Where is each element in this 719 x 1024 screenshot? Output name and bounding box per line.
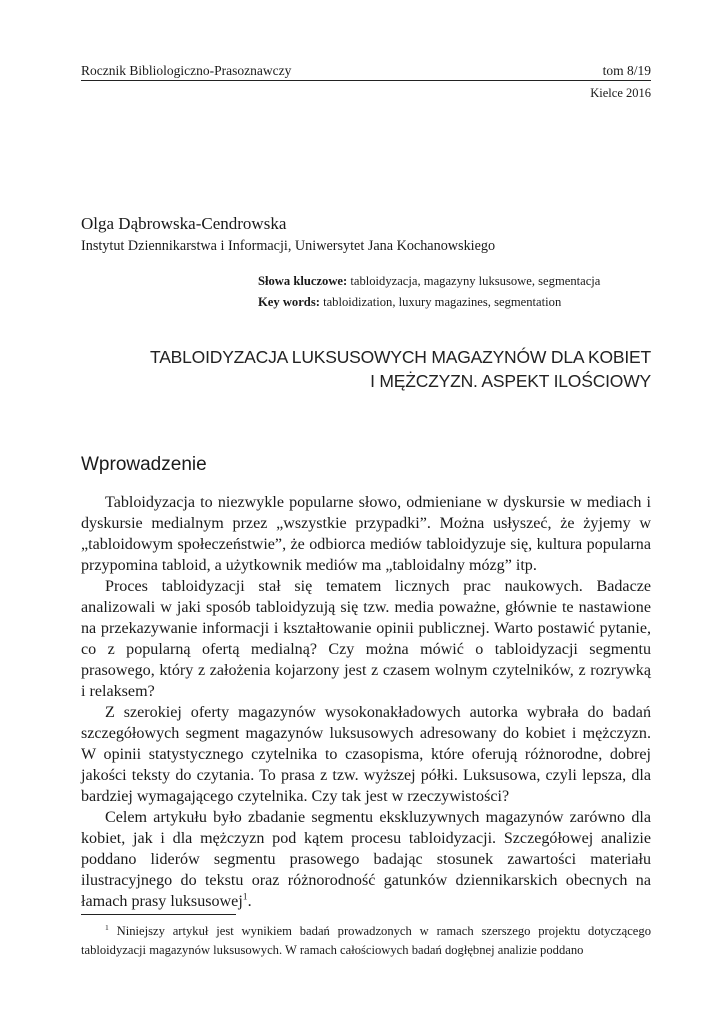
article-body <box>81 492 651 912</box>
article-title-line-1: TABLOIDYZACJA LUKSUSOWYCH MAGAZYNÓW DLA KOBIET <box>150 347 651 367</box>
running-header <box>81 63 651 81</box>
place-year: Kielce 2016 <box>590 86 651 100</box>
keywords-english-label: Key words: <box>258 295 320 309</box>
keywords-english-value: tabloidization, luxury magazines, segmentation <box>319 295 562 309</box>
footnote-text: Niniejszy artykuł jest wynikiem badań prowadzonych w ramach szerszego projektu dotyczącego tabloidyzacji magazynów luksusowych. W ramach całościowych badań dogłębnej analizie poddano <box>81 924 651 957</box>
paragraph-4-text: Celem artykułu było zbadanie segmentu ekskluzywnych magazynów zarówno dla kobiet, jak i dla mężczyzn pod kątem procesu tabloidyzacji. Szczegółowej analizie poddano liderów segmentu prasowego badając stosunek zawartości materiału ilustracyjnego do tekstu oraz różnorodność gatunków dziennikarskich obecnych na łamach prasy luksusowej <box>81 809 651 910</box>
keywords-english <box>258 295 561 310</box>
article-title-line-2: I MĘŻCZYZN. ASPEKT ILOŚCIOWY <box>370 371 651 391</box>
section-heading: Wprowadzenie <box>81 454 207 475</box>
keywords-polish-value: tabloidyzacja, magazyny luksusowe, segmentacja <box>347 274 601 288</box>
footnote-divider <box>81 914 236 915</box>
author-name: Olga Dąbrowska-Cendrowska <box>81 214 287 233</box>
footnote-1 <box>81 922 651 960</box>
paragraph-4: Celem artykułu było zbadanie segmentu ekskluzywnych magazynów zarówno dla kobiet, jak i dla mężczyzn pod kątem procesu tabloidyzacji. Szczegółowej analizie poddano liderów segmentu prasowego badając stosunek zawartości materiału ilustracyjnego do tekstu oraz różnorodność gatunków dziennikarskich obecnych na łamach prasy luksusowej$^1$. <box>81 809 651 910</box>
keywords-polish-label: Słowa kluczowe: <box>258 274 348 288</box>
footnote-number: 1 <box>105 922 109 932</box>
paragraph-3: Z szerokiej oferty magazynów wysokonakładowych autorka wybrała do badań szczegółowych segment magazynów luksusowych adresowany do kobiet i mężczyzn. W opinii statystycznego czytelnika to czasopisma, które oferują różnorodne, dobrej jakości teksty do czytania. To prasa z tzw. wyższej półki. Luksusowa, czyli lepsza, dla bardziej wymagającego czytelnika. Czy tak jest w rzeczywistości? <box>81 704 651 805</box>
journal-title: Rocznik Bibliologiczno-Prasoznawczy <box>81 63 292 78</box>
volume-number: tom 8/19 <box>602 63 651 78</box>
footnote-reference[interactable]: 1 <box>242 891 248 903</box>
keywords-polish <box>258 274 600 289</box>
paragraph-1: Tabloidyzacja to niezwykle popularne słowo, odmieniane w dyskursie w mediach i dyskursie medialnym przez „wszystkie przypadki”. Można usłyszeć, że żyjemy w „tabloidowym społeczeństwie”, że odbiorca mediów tabloidyzuje się, kultura popularna przypomina tabloid, a użytkownik mediów ma „tabloidalny mózg” itp. <box>81 494 651 574</box>
article-title <box>91 345 651 393</box>
paragraph-2: Proces tabloidyzacji stał się tematem licznych prac naukowych. Badacze analizowali w jaki sposób tabloidyzują się tzw. media poważne, głównie te nastawione na przekazywanie informacji i kształtowanie opinii publicznej. Warto postawić pytanie, co z popularną ofertą medialną? Czy można mówić o tabloidyzacji segmentu prasowego, który z założenia kojarzony jest z czasem wolnym czytelników, z rozrywką i relaksem? <box>81 578 651 700</box>
author-affiliation: Instytut Dziennikarstwa i Informacji, Uniwersytet Jana Kochanowskiego <box>81 238 496 254</box>
